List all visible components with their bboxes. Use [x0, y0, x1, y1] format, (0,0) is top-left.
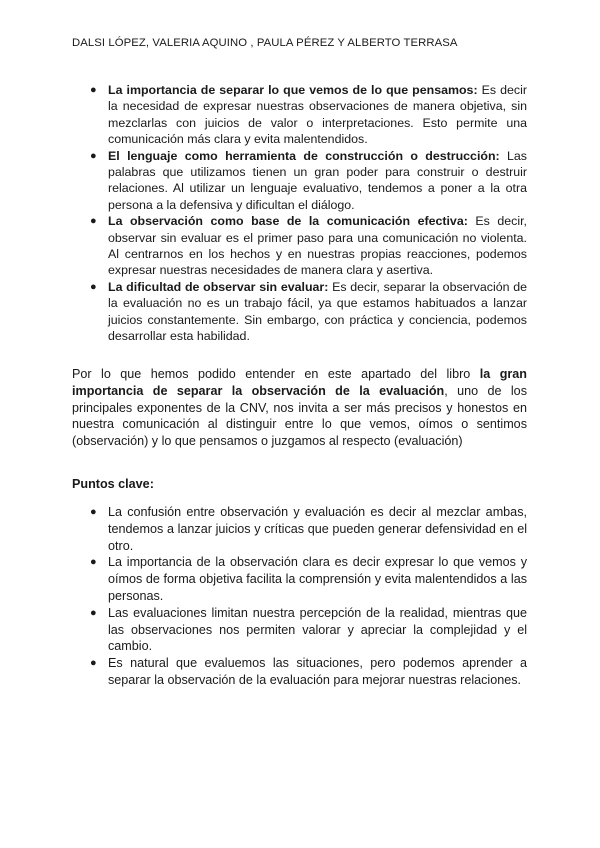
summary-paragraph — [72, 366, 527, 450]
list-item — [90, 504, 527, 554]
key-points-heading: Puntos clave: — [72, 477, 154, 491]
list-item — [90, 554, 527, 604]
bullet-icon: ● — [90, 280, 97, 293]
list-item-text: La importancia de la observación clara es decir expresar lo que vemos y oímos de forma objetiva facilita la comprensión y evita malentendidos a las personas. — [108, 555, 527, 603]
list-item-text: Las palabras que utilizamos tienen un gran poder para construir o destruir relaciones. Al utilizar un lenguaje evaluativo, tendemos a poner a la otra persona a la defensiva y dificultan el diálogo. — [108, 148, 527, 212]
list-item-text: Es decir, observar sin evaluar es el primer paso para una comunicación no violenta. Al centrarnos en los hechos y en nuestras propias reacciones, podemos expresar nuestras necesidades de manera clara y asertiva. — [108, 214, 527, 278]
bullet-icon: ● — [90, 657, 97, 670]
list-item — [90, 605, 527, 655]
bullet-icon: ● — [90, 149, 97, 162]
concepts-bullet-list — [90, 82, 527, 345]
bullet-icon: ● — [90, 506, 97, 518]
list-item-text: Es decir la necesidad de expresar nuestras observaciones de manera objetiva, sin mezclarlas con juicios de valor o interpretaciones. Esto permite una comunicación más clara y evita malentendidos. — [108, 83, 527, 147]
list-item — [90, 213, 527, 279]
list-item-heading: La dificultad de observar sin evaluar: — [108, 279, 329, 294]
page-header-authors: DALSI LÓPEZ, VALERIA AQUINO , PAULA PÉREZ Y ALBERTO TERRASA — [72, 37, 458, 49]
bullet-icon: ● — [90, 84, 97, 96]
list-item-text: Es natural que evaluemos las situaciones, pero podemos aprender a separar la observación de la evaluación para mejorar nuestras relaciones. — [108, 656, 527, 687]
list-item — [90, 148, 527, 214]
key-points-bullet-list — [90, 504, 527, 689]
bullet-icon: ● — [90, 606, 97, 619]
list-item-heading: La importancia de separar lo que vemos de lo que pensamos: — [108, 83, 478, 97]
list-item — [90, 655, 527, 689]
list-item-text: Las evaluaciones limitan nuestra percepción de la realidad, mientras que las observaciones nos permiten valorar y apreciar la complejidad y el cambio. — [108, 605, 527, 654]
paragraph-text-start: Por lo que hemos podido entender en este apartado del libro — [72, 367, 480, 381]
paragraph-emphasis: la gran importancia de separar la observación de la evaluación — [72, 367, 528, 398]
list-item-text: Es decir, separar la observación de la evaluación no es un trabajo fácil, ya que estamos habituados a lanzar juicios constantemente. Sin embargo, con práctica y conciencia, podemos desarrollar esta habilidad. — [108, 279, 527, 344]
paragraph-text-end: , uno de los principales exponentes de la CNV, nos invita a ser más precisos y honestos en nuestra comunicación al distinguir entre lo que vemos, oímos o sentimos (observación) y lo que pensamos o juzgamos al respecto (evaluación) — [72, 383, 527, 449]
list-item — [90, 279, 527, 345]
bullet-icon: ● — [90, 556, 97, 569]
list-item — [90, 82, 527, 148]
list-item-text: La confusión entre observación y evaluación es decir al mezclar ambas, tendemos a lanzar juicios y críticas que pueden generar defensividad en el otro. — [108, 505, 527, 553]
bullet-icon: ● — [90, 215, 97, 228]
list-item-heading: La observación como base de la comunicación efectiva: — [108, 214, 468, 229]
list-item-heading: El lenguaje como herramienta de construcción o destrucción: — [108, 148, 500, 163]
